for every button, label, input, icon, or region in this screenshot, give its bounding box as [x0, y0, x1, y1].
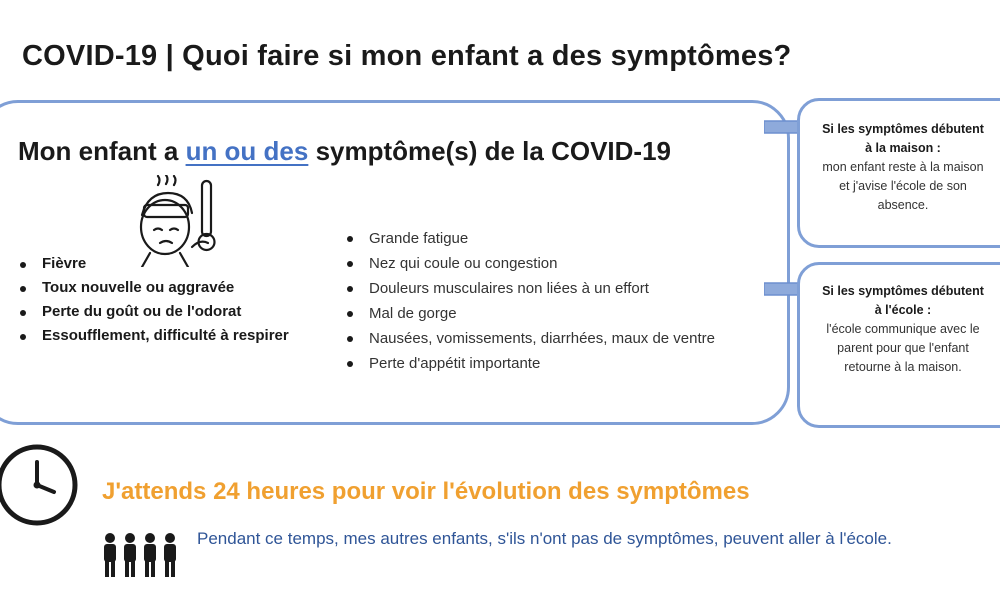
list-item: Fièvre [18, 252, 318, 276]
list-item: Toux nouvelle ou aggravée [18, 276, 318, 300]
other-symptoms-list [345, 226, 765, 376]
wait-heading: J'attends 24 heures pour voir l'évolution des symptômes [102, 478, 750, 505]
list-item: Perte d'appétit importante [345, 351, 765, 376]
list-item: Perte du goût ou de l'odorat [18, 300, 318, 324]
symptoms-heading [18, 136, 671, 167]
home-case-text [818, 120, 988, 215]
list-item: Douleurs musculaires non liées à un effort [345, 276, 765, 301]
heading-post: symptôme(s) de la COVID-19 [308, 136, 671, 166]
list-item: Grande fatigue [345, 226, 765, 251]
school-case-heading: Si les symptômes débutent à l'école : [822, 284, 984, 317]
family-icon [100, 530, 180, 580]
page-title: COVID-19 | Quoi faire si mon enfant a des symptômes? [22, 40, 792, 72]
list-item: Essoufflement, difficulté à respirer [18, 324, 318, 348]
list-item: Nausées, vomissements, diarrhées, maux de ventre [345, 326, 765, 351]
list-item: Mal de gorge [345, 301, 765, 326]
heading-pre: Mon enfant a [18, 136, 186, 166]
clock-icon [0, 440, 82, 530]
school-case-text [818, 282, 988, 377]
school-case-body: l'école communique avec le parent pour que l'enfant retourne à la maison. [826, 322, 980, 374]
siblings-note: Pendant ce temps, mes autres enfants, s'ils n'ont pas de symptômes, peuvent aller à l'école. [197, 529, 892, 548]
heading-emphasis: un ou des [185, 136, 309, 166]
list-item: Nez qui coule ou congestion [345, 251, 765, 276]
home-case-heading: Si les symptômes débutent à la maison : [822, 122, 984, 155]
main-symptoms-list [18, 252, 318, 348]
home-case-body: mon enfant reste à la maison et j'avise l'école de son absence. [822, 160, 984, 212]
